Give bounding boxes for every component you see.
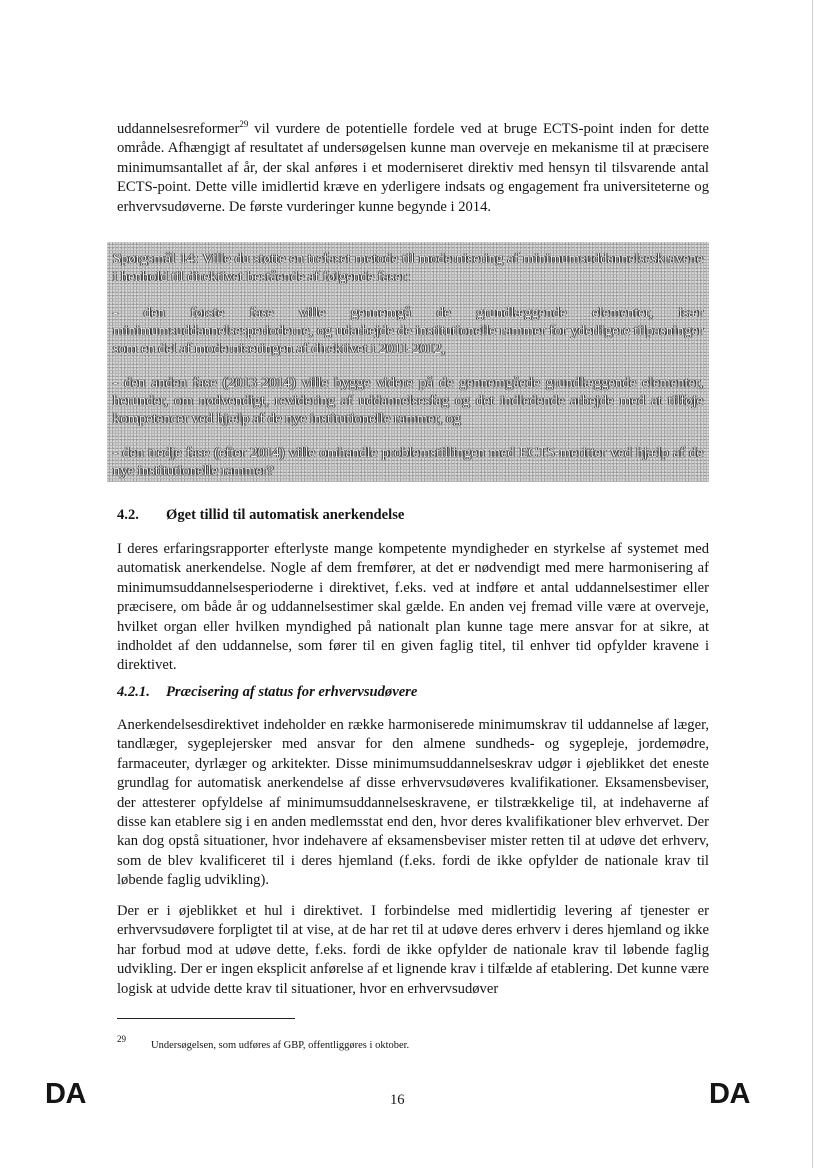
page-number: 16 (390, 1092, 405, 1108)
scan-edge-line (812, 0, 813, 1168)
footnote-number: 29 (117, 1034, 126, 1044)
question-box (107, 242, 709, 482)
section-paragraph-1: I deres erfaringsrapporter efterlyste mange kompetente myndigheder en styrkelse af systemet med automatisk anerkendelse. Nogle af dem fremfører, at det er nødvendigt med mere harmonisering af minimumsuddannelsesperioderne i direktivet, f.eks. ved at indføre et antal uddannelsestimer eller præcisere, om både år og uddannelsestimer skal gælde. En anden vej fremad ville være at overveje, hvilket organ eller hvilken myndighed på nationalt plan kunne tage mere ansvar for at sikre, at indholdet af den uddannelse, som fører til en given faglig titel, til enhver tid opfylder kravene i direktivet. (117, 541, 709, 674)
footnote-divider (117, 1018, 295, 1019)
section-heading (117, 506, 404, 525)
footnote-text: Undersøgelsen, som udføres af GBP, offentliggøres i oktober. (151, 1040, 410, 1051)
language-code-left: DA (45, 1078, 86, 1110)
question-14-text: Spørgsmål 14: Ville du støtte en trefaset metode til modernisering af minimumsuddannelseskravene i henhold til direktivet bestående af følgende faser: (113, 251, 703, 285)
intro-paragraph (117, 120, 709, 217)
language-code-right: DA (709, 1078, 750, 1110)
footnote-reference: 29 (239, 119, 249, 130)
subsection-paragraph-2: Der er i øjeblikket et hul i direktivet. I forbindelse med midlertidig levering af tjenester er erhvervsudøvere forpligtet til at vise, at de har ret til at udøve deres erhverv i deres hjemland og ikke har forbud mod at udøve dette, f.eks. fordi de ikke opfylder de nationale krav til løbende faglig udvikling. Der er ingen eksplicit anførelse af et lignende krav i tilfælde af etablering. Det kunne være logisk at udvide dette krav til situationer, hvor en erhvervsudøver (117, 903, 709, 997)
intro-rest: vil vurdere de potentielle fordele ved at bruge ECTS-point inden for dette område. Afhængigt af resultatet af undersøgelsen kunne man overveje en mekanisme til at præcisere minimumsantallet af år, der skal anføres i et moderniseret direktiv med hensyn til tilsvarende antal ECTS-point. Dette ville imidlertid kræve en yderligere indsats og engagement fra universiteterne og erhvervsudøverne. De første vurderinger kunne begynde i 2014. (117, 121, 709, 215)
question-phase-3: - den tredje fase (efter 2014) ville omhandle problemstillingen med ECTS-meritter ved hjælp af de nye institutionelle rammer? (113, 445, 703, 479)
question-phase-2: - den anden fase (2013-2014) ville bygge videre på de gennemgåede grundlæggende elementer, herunder, om nødvendigt, revidering af uddannelsesfag og det indledende arbejde med at tilføje kompetencer ved hjælp af de nye institutionelle rammer, og (113, 375, 703, 427)
intro-lead: uddannelsesreformer (117, 121, 240, 137)
subsection-heading (117, 683, 417, 702)
section-title: Øget tillid til automatisk anerkendelse (166, 507, 405, 523)
section-number: 4.2. (117, 507, 139, 523)
subsection-paragraph-1: Anerkendelsesdirektivet indeholder en række harmoniserede minimumskrav til uddannelse af læger, tandlæger, sygeplejersker med ansvar for den almene sundheds- og sygepleje, jordemødre, farmaceuter, dyrlæger og arkitekter. Disse minimumsuddannelseskrav udgør i øjeblikket det eneste grundlag for automatisk anerkendelse af disse erhvervsudøveres kvalifikationer. Eksamensbeviser, der attesterer opfyldelse af minimumsuddannelseskravene, er tilstrækkelige til, at indehaverne af disse kan etablere sig i en anden medlemsstat end den, hvor deres kvalifikationer blev erhvervet. Der kan dog opstå situationer, hvor indehavere af eksamensbeviser mister retten til at udøve det erhverv, som de blev kvalificeret til i deres hjemland (f.eks. fordi de ikke opfylder de nationale krav til løbende faglig udvikling). (117, 717, 709, 889)
subsection-title: Præcisering af status for erhvervsudøvere (166, 684, 418, 700)
subsection-number: 4.2.1. (117, 684, 150, 700)
question-phase-1: - den første fase ville gennemgå de grundlæggende elementer, især minimumsuddannelsesperioderne, og udarbejde de institutionelle rammer for yderligere tilpasninger som en del af moderniseringen af direktivet i 2011-2012, (113, 305, 703, 357)
